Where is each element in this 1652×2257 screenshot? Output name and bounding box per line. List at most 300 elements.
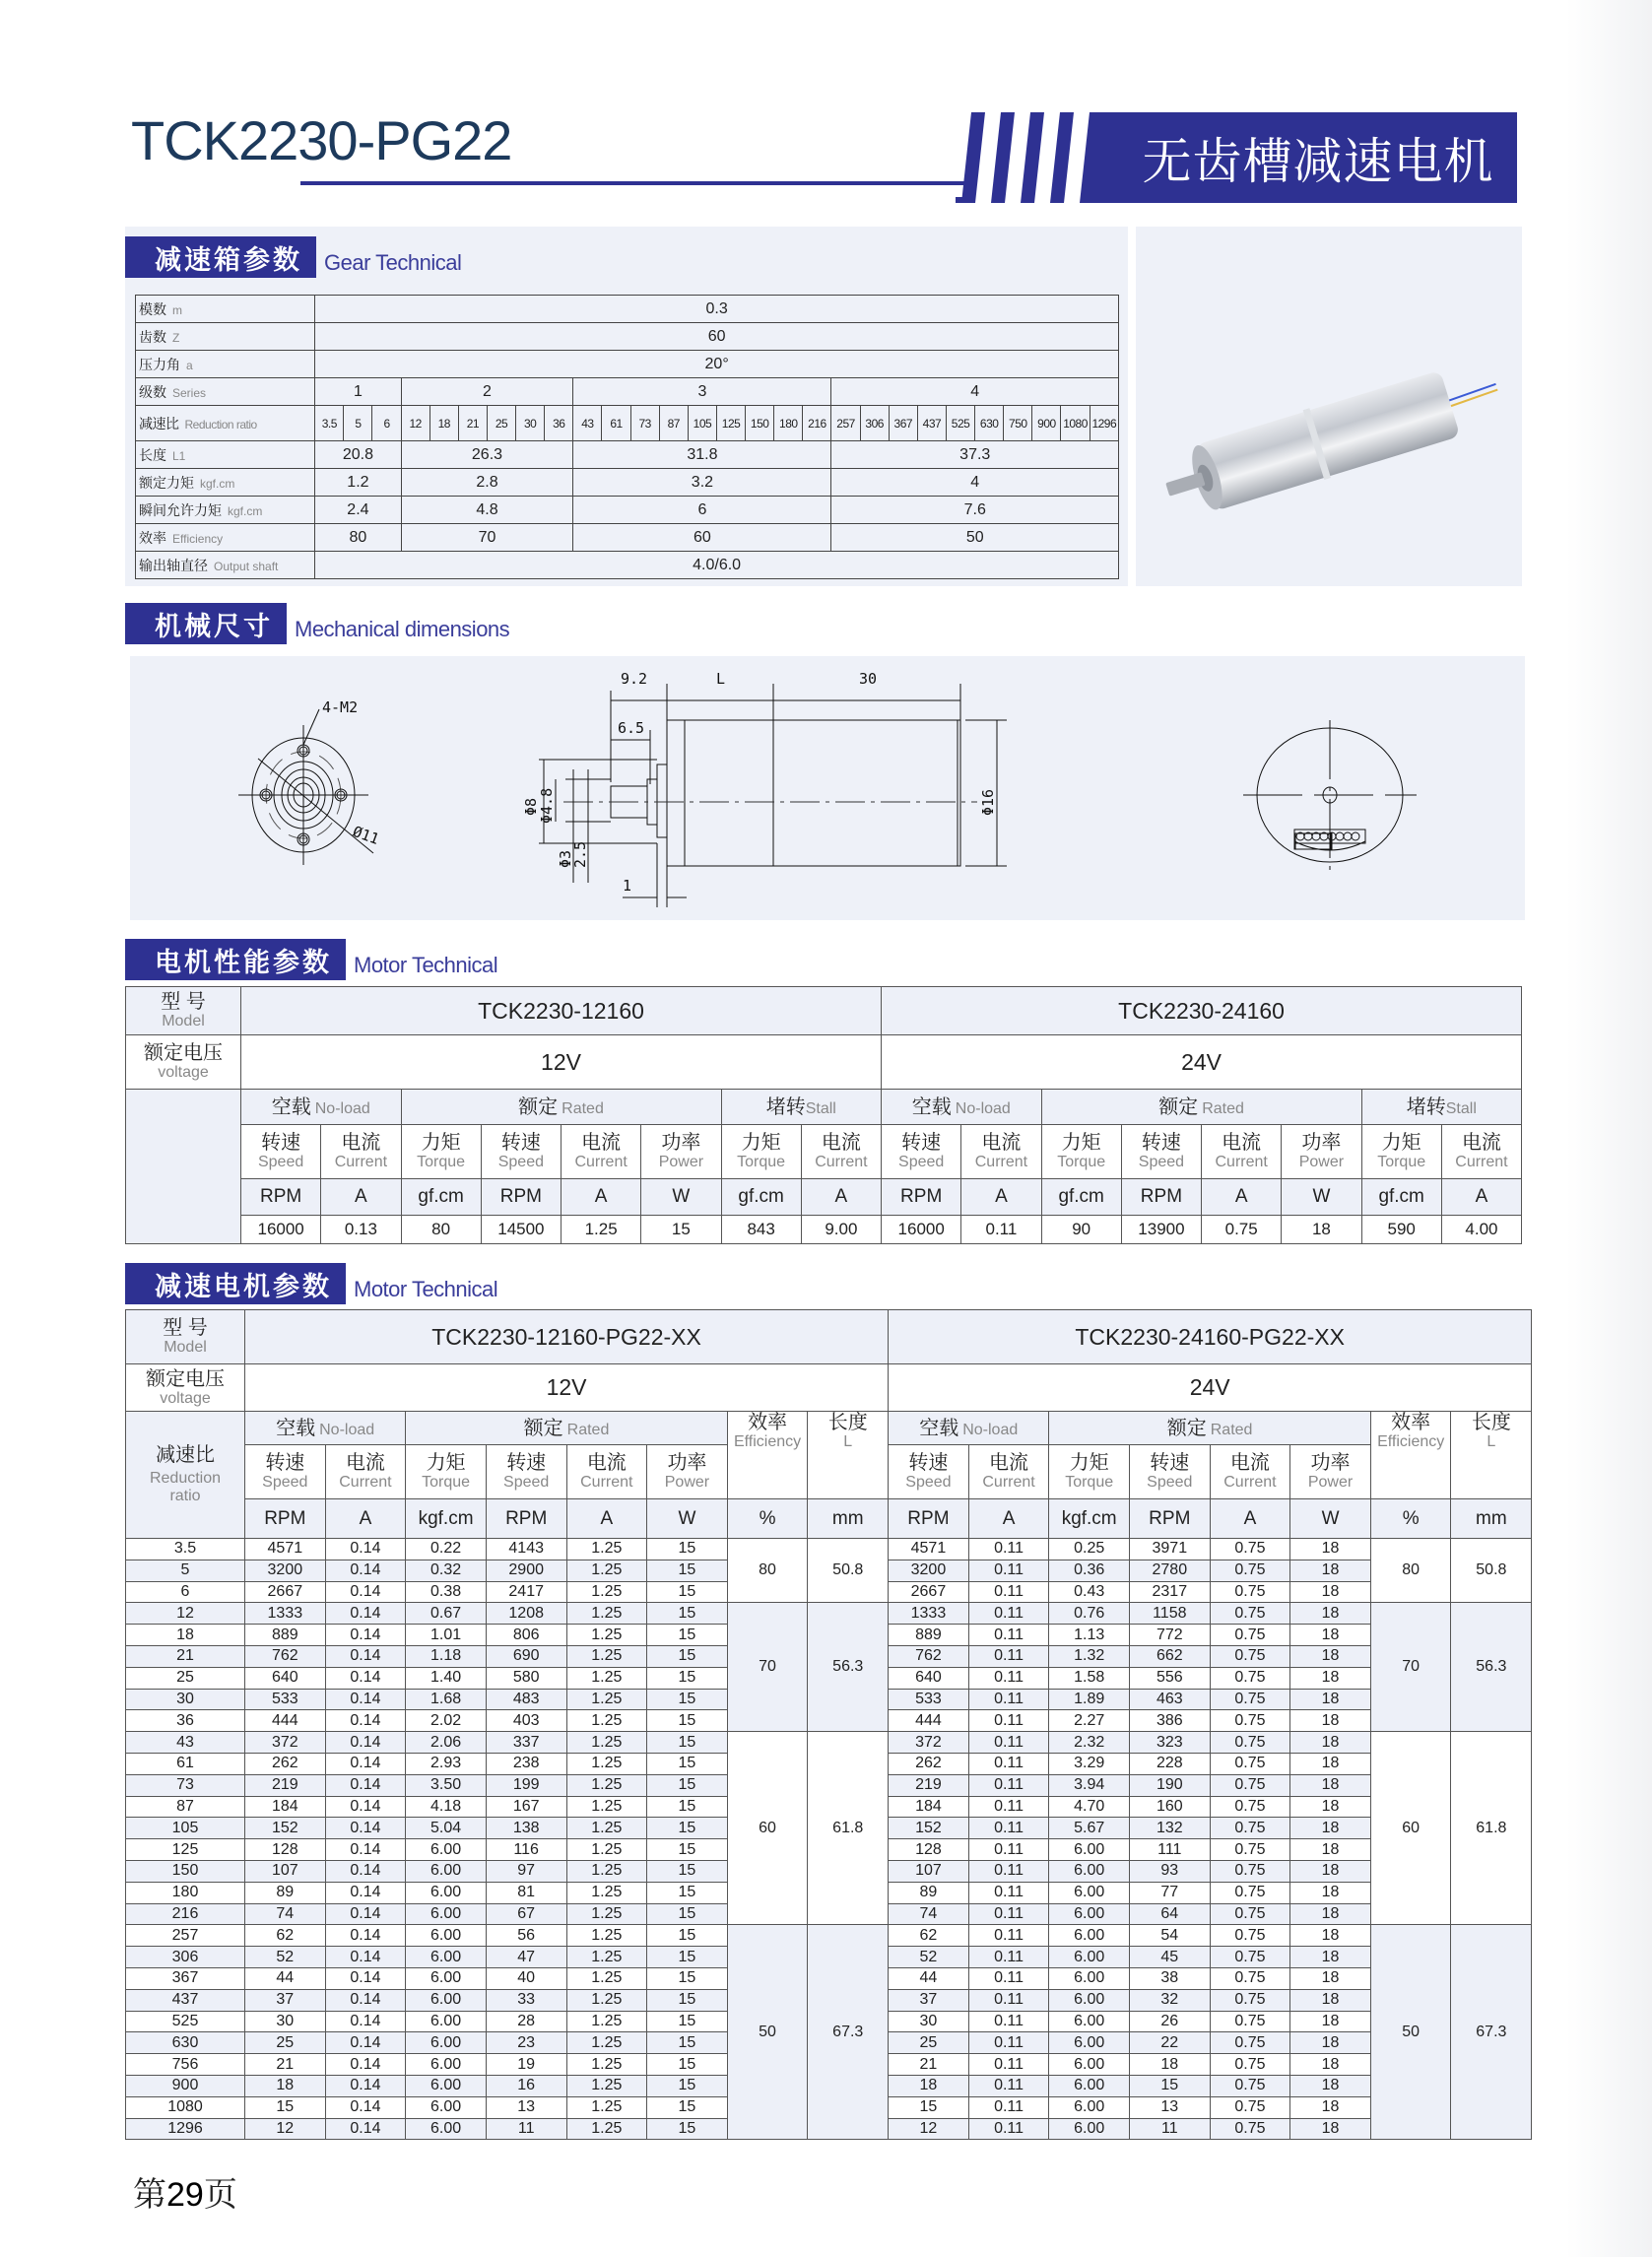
page-number-value: 29 bbox=[166, 2176, 204, 2214]
column-cn: 转速 bbox=[500, 1132, 541, 1154]
value-cell: 1.25 bbox=[566, 1581, 647, 1603]
value-cell: 6.00 bbox=[1049, 1947, 1130, 1968]
ratio-cell: 105 bbox=[688, 406, 716, 441]
value-cell: 77 bbox=[1129, 1882, 1210, 1903]
length-cell: 50.8 bbox=[808, 1539, 889, 1603]
column-cn: 电流 bbox=[1222, 1132, 1262, 1154]
value-cell: 26 bbox=[1129, 2011, 1210, 2032]
value-cell: 6.00 bbox=[1049, 1860, 1130, 1882]
column-header-current bbox=[321, 1125, 401, 1179]
column-header-speed bbox=[882, 1125, 961, 1179]
value-cell: 1.25 bbox=[566, 2054, 647, 2076]
row-sublabel: Series bbox=[172, 385, 207, 400]
gm-group-row bbox=[126, 1412, 1532, 1445]
gm-data-row bbox=[126, 1925, 1532, 1947]
motor-blank-cell bbox=[126, 1090, 241, 1244]
group-header-stall bbox=[721, 1090, 882, 1125]
value-cell: 18 bbox=[245, 2075, 326, 2096]
column-en: Torque bbox=[737, 1154, 786, 1170]
column-header-speed bbox=[245, 1445, 326, 1499]
value-cell: 0.14 bbox=[325, 1645, 406, 1667]
column-en: Current bbox=[1223, 1474, 1277, 1491]
value-cell: 6.00 bbox=[1049, 1882, 1130, 1903]
length-cn: 长度 bbox=[827, 1412, 868, 1433]
group-cn: 额定 bbox=[523, 1417, 563, 1439]
value-cell: 23 bbox=[486, 2032, 566, 2054]
length-cell: 26.3 bbox=[401, 441, 573, 469]
value-cell: 18 bbox=[1290, 1603, 1371, 1625]
value-cell: 0.75 bbox=[1210, 1710, 1290, 1732]
value-cell: 25 bbox=[245, 2032, 326, 2054]
value-cell: 3971 bbox=[1129, 1539, 1210, 1560]
group-header-noload bbox=[245, 1412, 406, 1445]
page-title: TCK2230-PG22 bbox=[131, 109, 512, 171]
unit-cell: A bbox=[968, 1499, 1049, 1539]
product-photo bbox=[1136, 227, 1522, 586]
column-cn: 力矩 bbox=[421, 1132, 461, 1154]
group-en: Stall bbox=[1445, 1099, 1477, 1117]
group-cn: 空载 bbox=[919, 1417, 959, 1439]
column-cn: 功率 bbox=[1310, 1452, 1351, 1474]
value-cell: 0.75 bbox=[1210, 2075, 1290, 2096]
value-cell: 889 bbox=[245, 1625, 326, 1646]
ratio-cell: 30 bbox=[126, 1689, 245, 1710]
column-header-speed bbox=[1121, 1125, 1201, 1179]
ratio-cell: 5 bbox=[344, 406, 372, 441]
group-header-rated bbox=[1041, 1090, 1361, 1125]
ratio-cell: 1080 bbox=[1061, 406, 1090, 441]
value-cell: 1.25 bbox=[566, 1753, 647, 1774]
row-label: 减速比 bbox=[139, 415, 179, 431]
value-cell: 0.14 bbox=[325, 1860, 406, 1882]
value-cell: 0.11 bbox=[968, 1603, 1049, 1625]
value-cell: 1.18 bbox=[406, 1645, 487, 1667]
column-cn: 力矩 bbox=[1069, 1452, 1109, 1474]
unit-cell: RPM bbox=[481, 1179, 561, 1216]
column-header-speed bbox=[1129, 1445, 1210, 1499]
column-header-torque bbox=[406, 1445, 487, 1499]
ratio-cell: 105 bbox=[126, 1818, 245, 1839]
value-cell: 483 bbox=[486, 1689, 566, 1710]
ratio-cell: 756 bbox=[126, 2054, 245, 2076]
value-cell: 15 bbox=[647, 1625, 728, 1646]
value-cell: 21 bbox=[245, 2054, 326, 2076]
output-shaft-value: 4.0/6.0 bbox=[315, 552, 1119, 579]
group-cn: 额定 bbox=[1158, 1095, 1199, 1118]
value-cell: 15 bbox=[647, 2096, 728, 2118]
value-cell: 0.43 bbox=[1049, 1581, 1130, 1603]
value-cell: 0.14 bbox=[325, 1947, 406, 1968]
efficiency-cell: 70 bbox=[1370, 1603, 1451, 1732]
value-cell: 6.00 bbox=[406, 2096, 487, 2118]
header-stripes-decoration bbox=[956, 112, 1123, 203]
motor-body bbox=[1195, 370, 1460, 511]
value-cell: 11 bbox=[1129, 2118, 1210, 2140]
row-sublabel: Z bbox=[172, 330, 180, 345]
ratio-cell: 6 bbox=[126, 1581, 245, 1603]
dim-6-5: 6.5 bbox=[618, 719, 645, 737]
product-photo-panel bbox=[1136, 227, 1522, 586]
value-cell: 18 bbox=[1290, 1839, 1371, 1861]
ratio-cell: 630 bbox=[975, 406, 1004, 441]
unit-cell: RPM bbox=[241, 1179, 321, 1216]
efficiency-header bbox=[1370, 1412, 1451, 1499]
value-cell: 3.29 bbox=[1049, 1753, 1130, 1774]
value-cell: 1.25 bbox=[566, 1560, 647, 1581]
value-cell: 184 bbox=[889, 1796, 969, 1818]
group-cn: 堵转 bbox=[765, 1095, 806, 1118]
value-cell: 0.75 bbox=[1210, 1967, 1290, 1989]
value-cell: 18 bbox=[1290, 2011, 1371, 2032]
unit-cell: RPM bbox=[1129, 1499, 1210, 1539]
value-cell: 0.11 bbox=[968, 1581, 1049, 1603]
value-cell: 0.32 bbox=[406, 1560, 487, 1581]
value-cell: 54 bbox=[1129, 1925, 1210, 1947]
row-sublabel: a bbox=[186, 358, 193, 372]
value-cell: 444 bbox=[245, 1710, 326, 1732]
unit-cell: % bbox=[727, 1499, 808, 1539]
ratio-cell: 306 bbox=[126, 1947, 245, 1968]
value-cell: 18 bbox=[1290, 2118, 1371, 2140]
value-cell: 690 bbox=[486, 1645, 566, 1667]
value-cell: 1.25 bbox=[566, 1603, 647, 1625]
group-en: No-load bbox=[962, 1421, 1019, 1438]
value-cell: 0.11 bbox=[968, 2032, 1049, 2054]
value-cell: 32 bbox=[1129, 1989, 1210, 2011]
value-cell: 5.04 bbox=[406, 1818, 487, 1839]
value-cell: 18 bbox=[1290, 1925, 1371, 1947]
length-cell: 67.3 bbox=[1451, 1925, 1532, 2140]
value-cell: 52 bbox=[889, 1947, 969, 1968]
value-cell: 590 bbox=[1361, 1216, 1441, 1244]
value-cell: 1.25 bbox=[566, 1925, 647, 1947]
ratio-cell: 30 bbox=[516, 406, 545, 441]
value-cell: 90 bbox=[1041, 1216, 1121, 1244]
group-cn: 额定 bbox=[518, 1095, 559, 1118]
rated-torque-cell: 4 bbox=[831, 469, 1119, 497]
row-sublabel: kgf.cm bbox=[200, 476, 235, 491]
value-cell: 0.11 bbox=[968, 1774, 1049, 1796]
group-en: Rated bbox=[566, 1421, 610, 1438]
group-cn: 空载 bbox=[276, 1417, 316, 1439]
value-cell: 0.11 bbox=[968, 1818, 1049, 1839]
value-cell: 93 bbox=[1129, 1860, 1210, 1882]
ratio-cell: 12 bbox=[401, 406, 430, 441]
ratio-cell: 12 bbox=[126, 1603, 245, 1625]
side-view-drawing bbox=[522, 670, 1007, 907]
value-cell: 28 bbox=[486, 2011, 566, 2032]
column-cn: 力矩 bbox=[1061, 1132, 1101, 1154]
value-cell: 0.11 bbox=[968, 1753, 1049, 1774]
page-prefix: 第 bbox=[133, 2175, 166, 2215]
group-en: Rated bbox=[562, 1099, 604, 1117]
value-cell: 2667 bbox=[245, 1581, 326, 1603]
column-cn: 电流 bbox=[1229, 1452, 1270, 1474]
gm-data-row bbox=[126, 1539, 1532, 1560]
value-cell: 444 bbox=[889, 1710, 969, 1732]
value-cell: 12 bbox=[889, 2118, 969, 2140]
unit-cell: W bbox=[1282, 1179, 1361, 1216]
value-cell: 1.25 bbox=[566, 2096, 647, 2118]
value-cell: 0.36 bbox=[1049, 1560, 1130, 1581]
gearmotor-section-title-cn: 减速电机参数 bbox=[125, 1263, 346, 1304]
gearmotor-section-header bbox=[125, 1263, 497, 1304]
unit-cell: A bbox=[562, 1179, 641, 1216]
value-cell: 18 bbox=[1290, 1710, 1371, 1732]
motor-section-header bbox=[125, 939, 497, 980]
efficiency-en: Efficiency bbox=[733, 1433, 802, 1450]
value-cell: 74 bbox=[245, 1903, 326, 1925]
length-cell: 20.8 bbox=[315, 441, 401, 469]
unit-cell: A bbox=[1441, 1179, 1521, 1216]
dim-2-5: 2.5 bbox=[571, 840, 589, 868]
gear-table bbox=[135, 295, 1119, 579]
efficiency-cell: 60 bbox=[1370, 1732, 1451, 1925]
value-cell: 1.25 bbox=[566, 1989, 647, 2011]
value-cell: 160 bbox=[1129, 1796, 1210, 1818]
value-cell: 1.32 bbox=[1049, 1645, 1130, 1667]
value-cell: 1333 bbox=[245, 1603, 326, 1625]
value-cell: 1.25 bbox=[566, 2075, 647, 2096]
value-cell: 0.14 bbox=[325, 1774, 406, 1796]
value-cell: 18 bbox=[1290, 1667, 1371, 1689]
value-cell: 97 bbox=[486, 1860, 566, 1882]
motor-label-row bbox=[126, 1125, 1522, 1179]
length-cell: 56.3 bbox=[808, 1603, 889, 1732]
group-cn: 堵转 bbox=[1406, 1095, 1446, 1118]
series-cell: 1 bbox=[315, 378, 401, 406]
value-cell: 11 bbox=[486, 2118, 566, 2140]
group-en: Rated bbox=[1202, 1099, 1244, 1117]
value-cell: 2667 bbox=[889, 1581, 969, 1603]
column-cn: 电流 bbox=[1461, 1132, 1501, 1154]
value-cell: 0.14 bbox=[325, 2118, 406, 2140]
value-cell: 6.00 bbox=[406, 1947, 487, 1968]
ratio-cell: 437 bbox=[917, 406, 946, 441]
ratio-cell: 73 bbox=[630, 406, 659, 441]
value-cell: 0.14 bbox=[325, 2011, 406, 2032]
pressure-angle-value: 20° bbox=[315, 351, 1119, 378]
value-cell: 38 bbox=[1129, 1967, 1210, 1989]
value-cell: 0.11 bbox=[968, 1947, 1049, 1968]
value-cell: 18 bbox=[1290, 2075, 1371, 2096]
value-cell: 1.25 bbox=[566, 2118, 647, 2140]
value-cell: 1.25 bbox=[562, 1216, 641, 1244]
value-cell: 16000 bbox=[241, 1216, 321, 1244]
value-cell: 463 bbox=[1129, 1689, 1210, 1710]
value-cell: 18 bbox=[1290, 1689, 1371, 1710]
value-cell: 0.14 bbox=[325, 1796, 406, 1818]
value-cell: 2780 bbox=[1129, 1560, 1210, 1581]
value-cell: 15 bbox=[647, 2118, 728, 2140]
efficiency-cell: 50 bbox=[727, 1925, 808, 2140]
row-label: 额定力矩 bbox=[139, 474, 194, 491]
value-cell: 15 bbox=[647, 1667, 728, 1689]
gm-model-name: TCK2230-12160-PG22-XX bbox=[245, 1310, 889, 1364]
ratio-cell: 257 bbox=[831, 406, 860, 441]
value-cell: 4571 bbox=[245, 1539, 326, 1560]
column-cn: 转速 bbox=[908, 1452, 949, 1474]
value-cell: 0.14 bbox=[325, 1903, 406, 1925]
value-cell: 81 bbox=[486, 1882, 566, 1903]
value-cell: 372 bbox=[889, 1732, 969, 1754]
column-cn: 电流 bbox=[345, 1452, 385, 1474]
value-cell: 64 bbox=[1129, 1903, 1210, 1925]
value-cell: 0.75 bbox=[1210, 1667, 1290, 1689]
column-header-torque bbox=[1361, 1125, 1441, 1179]
dim-9-2: 9.2 bbox=[621, 670, 648, 688]
value-cell: 0.25 bbox=[1049, 1539, 1130, 1560]
column-en: Current bbox=[574, 1154, 628, 1170]
value-cell: 0.75 bbox=[1210, 1839, 1290, 1861]
value-cell: 62 bbox=[245, 1925, 326, 1947]
value-cell: 15 bbox=[647, 2054, 728, 2076]
unit-cell: W bbox=[647, 1499, 728, 1539]
peak-torque-cell: 2.4 bbox=[315, 497, 401, 524]
ratio-cell: 21 bbox=[458, 406, 487, 441]
value-cell: 1.58 bbox=[1049, 1667, 1130, 1689]
gearmotor-section-title-en: Motor Technical bbox=[354, 1277, 498, 1301]
value-cell: 0.75 bbox=[1210, 2054, 1290, 2076]
ratio-cell: 216 bbox=[126, 1903, 245, 1925]
ratio-cell: 150 bbox=[126, 1860, 245, 1882]
value-cell: 1.01 bbox=[406, 1625, 487, 1646]
column-header-speed bbox=[241, 1125, 321, 1179]
value-cell: 18 bbox=[1290, 1882, 1371, 1903]
value-cell: 0.75 bbox=[1210, 2096, 1290, 2118]
row-sublabel: Output shaft bbox=[214, 559, 279, 573]
rated-torque-cell: 3.2 bbox=[573, 469, 831, 497]
value-cell: 6.00 bbox=[1049, 1925, 1130, 1947]
value-cell: 4.70 bbox=[1049, 1796, 1130, 1818]
value-cell: 18 bbox=[1290, 1796, 1371, 1818]
front-view-drawing bbox=[238, 698, 381, 865]
value-cell: 0.14 bbox=[325, 1603, 406, 1625]
gear-section-header bbox=[125, 236, 461, 278]
ratio-cell: 21 bbox=[126, 1645, 245, 1667]
value-cell: 13 bbox=[486, 2096, 566, 2118]
value-cell: 0.75 bbox=[1210, 1603, 1290, 1625]
column-header-current bbox=[1210, 1445, 1290, 1499]
value-cell: 45 bbox=[1129, 1947, 1210, 1968]
unit-cell: A bbox=[1210, 1499, 1290, 1539]
value-cell: 190 bbox=[1129, 1774, 1210, 1796]
value-cell: 0.11 bbox=[968, 1667, 1049, 1689]
gearmotor-table bbox=[125, 1309, 1532, 2140]
ratio-cell: 125 bbox=[716, 406, 745, 441]
value-cell: 18 bbox=[1290, 1732, 1371, 1754]
mech-section-header bbox=[125, 603, 509, 644]
ratio-cell: 36 bbox=[126, 1710, 245, 1732]
value-cell: 80 bbox=[401, 1216, 481, 1244]
peak-torque-cell: 6 bbox=[573, 497, 831, 524]
value-cell: 0.14 bbox=[325, 2032, 406, 2054]
value-cell: 18 bbox=[1290, 1947, 1371, 1968]
value-cell: 6.00 bbox=[1049, 1989, 1130, 2011]
value-cell: 0.75 bbox=[1210, 1625, 1290, 1646]
ratio-cell: 87 bbox=[659, 406, 688, 441]
value-cell: 2.93 bbox=[406, 1753, 487, 1774]
row-sublabel: L1 bbox=[172, 448, 186, 463]
value-cell: 372 bbox=[245, 1732, 326, 1754]
length-cell: 50.8 bbox=[1451, 1539, 1532, 1603]
page-suffix: 页 bbox=[203, 2175, 237, 2215]
column-header-torque bbox=[721, 1125, 801, 1179]
column-en: Speed bbox=[257, 1154, 304, 1170]
value-cell: 15 bbox=[647, 1818, 728, 1839]
value-cell: 0.14 bbox=[325, 1989, 406, 2011]
column-header-power bbox=[1290, 1445, 1371, 1499]
unit-cell: % bbox=[1370, 1499, 1451, 1539]
value-cell: 6.00 bbox=[406, 1882, 487, 1903]
column-cn: 力矩 bbox=[741, 1132, 781, 1154]
value-cell: 0.14 bbox=[325, 2075, 406, 2096]
value-cell: 15 bbox=[647, 1860, 728, 1882]
column-en: Speed bbox=[262, 1474, 308, 1491]
ratio-cell: 125 bbox=[126, 1839, 245, 1861]
value-cell: 2317 bbox=[1129, 1581, 1210, 1603]
value-cell: 138 bbox=[486, 1818, 566, 1839]
value-cell: 0.75 bbox=[1210, 1753, 1290, 1774]
value-cell: 323 bbox=[1129, 1732, 1210, 1754]
column-cn: 电流 bbox=[821, 1132, 861, 1154]
value-cell: 0.11 bbox=[968, 1903, 1049, 1925]
ratio-cell: 180 bbox=[126, 1882, 245, 1903]
value-cell: 15 bbox=[647, 1689, 728, 1710]
unit-cell: gf.cm bbox=[1041, 1179, 1121, 1216]
row-label: 级数 bbox=[139, 383, 166, 400]
value-cell: 152 bbox=[889, 1818, 969, 1839]
unit-cell: RPM bbox=[882, 1179, 961, 1216]
gm-data-row bbox=[126, 1603, 1532, 1625]
column-header-speed bbox=[481, 1125, 561, 1179]
ratio-cell: 180 bbox=[774, 406, 803, 441]
value-cell: 15 bbox=[647, 1774, 728, 1796]
value-cell: 2.06 bbox=[406, 1732, 487, 1754]
output-shaft bbox=[1165, 472, 1205, 496]
value-cell: 15 bbox=[647, 1796, 728, 1818]
ratio-cell: 630 bbox=[126, 2032, 245, 2054]
column-en: Current bbox=[982, 1474, 1035, 1491]
value-cell: 12 bbox=[245, 2118, 326, 2140]
value-cell: 0.14 bbox=[325, 1732, 406, 1754]
row-sublabel: Reduction ratio bbox=[184, 417, 257, 431]
value-cell: 0.11 bbox=[968, 1882, 1049, 1903]
model-label-en: Model bbox=[162, 1013, 205, 1029]
value-cell: 1.40 bbox=[406, 1667, 487, 1689]
column-en: Speed bbox=[1138, 1154, 1185, 1170]
ratio-cell: 750 bbox=[1004, 406, 1032, 441]
length-cell: 67.3 bbox=[808, 1925, 889, 2140]
value-cell: 6.00 bbox=[406, 2118, 487, 2140]
value-cell: 15 bbox=[647, 1539, 728, 1560]
efficiency-cell: 50 bbox=[831, 524, 1119, 552]
column-cn: 电流 bbox=[981, 1132, 1022, 1154]
column-cn: 电流 bbox=[341, 1132, 381, 1154]
value-cell: 0.75 bbox=[1210, 1925, 1290, 1947]
value-cell: 1.25 bbox=[566, 1839, 647, 1861]
ratio-cell: 87 bbox=[126, 1796, 245, 1818]
value-cell: 0.76 bbox=[1049, 1603, 1130, 1625]
column-en: Current bbox=[339, 1474, 392, 1491]
column-header-power bbox=[641, 1125, 721, 1179]
ratio-cell: 25 bbox=[126, 1667, 245, 1689]
value-cell: 0.75 bbox=[1210, 2032, 1290, 2054]
group-cn: 额定 bbox=[1166, 1417, 1207, 1439]
column-header-current bbox=[961, 1125, 1041, 1179]
column-header-current bbox=[325, 1445, 406, 1499]
value-cell: 18 bbox=[1282, 1216, 1361, 1244]
